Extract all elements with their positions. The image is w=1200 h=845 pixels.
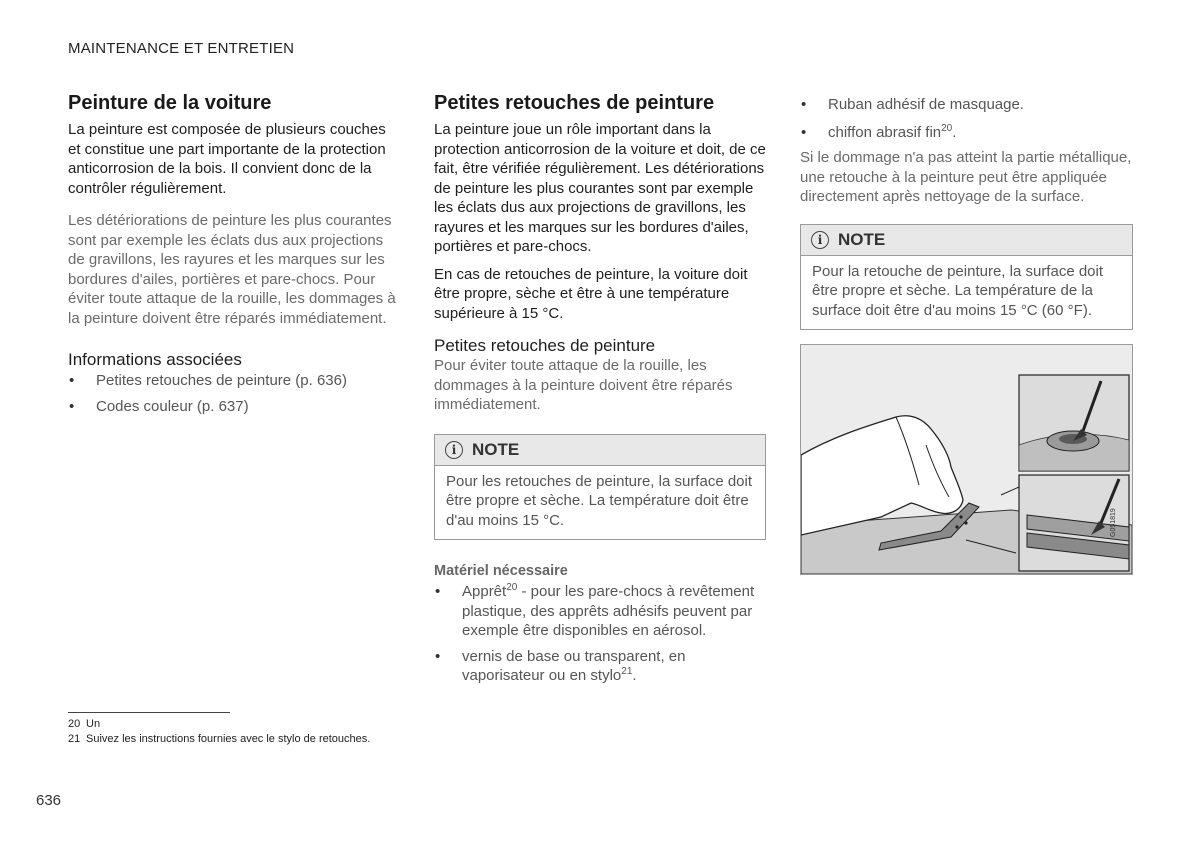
figure-code: G051819 [1110,508,1117,537]
related-title: Informations associées [68,350,242,369]
note-label: NOTE [472,439,520,459]
note-header [801,225,1132,256]
info-icon: i [811,231,829,249]
column-materials [800,92,1133,330]
paragraph: En cas de retouches de peinture, la voiture doit être propre, sèche et être à une température supérieure à 15 °C. [434,265,748,322]
column-paint [68,92,400,416]
note-box [434,434,766,541]
paragraph: La peinture joue un rôle important dans la protection anticorrosion de la voiture et doit, de ce fait, être vérifiée régulièrement. Les détériorations de peinture les plus courantes sont par exemple les éclats dus aux projections de gravillons, les rayures et les marques sur les bordures d'ailes, portières et pare-chocs. [434,121,766,255]
list-item: • chiffon abrasif fin$^{20}$. [800,123,1133,143]
note-text: Pour la retouche de peinture, la surface doit être propre et sèche. La température de la surface doit être d'au moins 15 °C (60 °F). [812,262,1104,319]
section-title: Peinture de la voiture [68,92,272,114]
info-icon: i [445,441,463,459]
related-list [68,371,400,416]
material-list [434,582,766,686]
touch-up-drawing [801,345,1132,574]
subsection-title: Petites retouches de peinture [434,336,656,355]
paragraph: Pour éviter toute attaque de la rouille, les dommages à la peinture doivent être réparés immédiatement. [434,357,733,413]
footnote: 20 Un [68,718,101,730]
list-item: • Ruban adhésif de masquage. [800,95,1133,115]
body-paragraph: Les détériorations de peinture les plus courantes sont par exemple les éclats dus aux projections de gravillons, les rayures et les marques sur les bordures d'ailes, portières et pare-chocs. Pour éviter toute attaque de la rouille, les dommages à la peinture doivent être réparés immédiatement. [68,212,396,327]
list-item: • Apprêt$^{20}$ - pour les pare-chocs à revêtement plastique, des apprêts adhésifs peuvent par exemple être disponibles en aérosol. [434,582,766,641]
touch-up-illustration [800,344,1133,575]
section-title: Petites retouches de peinture [434,92,715,114]
list-item: • vernis de base ou transparent, en vaporisateur ou en stylo$^{21}$. [434,647,766,686]
footnote-divider [68,712,230,713]
related-link[interactable]: • Codes couleur (p. 637) [68,397,400,417]
note-box [800,224,1133,331]
footnote: 21 Suivez les instructions fournies avec le stylo de retouches. [68,733,371,745]
intro-paragraph: La peinture est composée de plusieurs couches et constitue une part importante de la protection anticorrosion de la bois. Il convient donc de la contrôler régulièrement. [68,121,386,197]
column-touch-up [434,92,766,686]
material-title: Matériel nécessaire [434,563,568,579]
note-text: Pour les retouches de peinture, la surface doit être propre et sèche. La température doit être d'au moins 15 °C. [446,472,753,529]
material-list-continued [800,95,1133,142]
paragraph: Si le dommage n'a pas atteint la partie métallique, une retouche à la peinture peut être appliquée directement après nettoyage de la surface. [800,149,1132,205]
note-label: NOTE [838,229,886,249]
section-header: MAINTENANCE ET ENTRETIEN [68,40,295,57]
related-link[interactable]: • Petites retouches de peinture (p. 636) [68,371,400,391]
page-number: 636 [36,792,62,809]
note-header [435,435,765,466]
